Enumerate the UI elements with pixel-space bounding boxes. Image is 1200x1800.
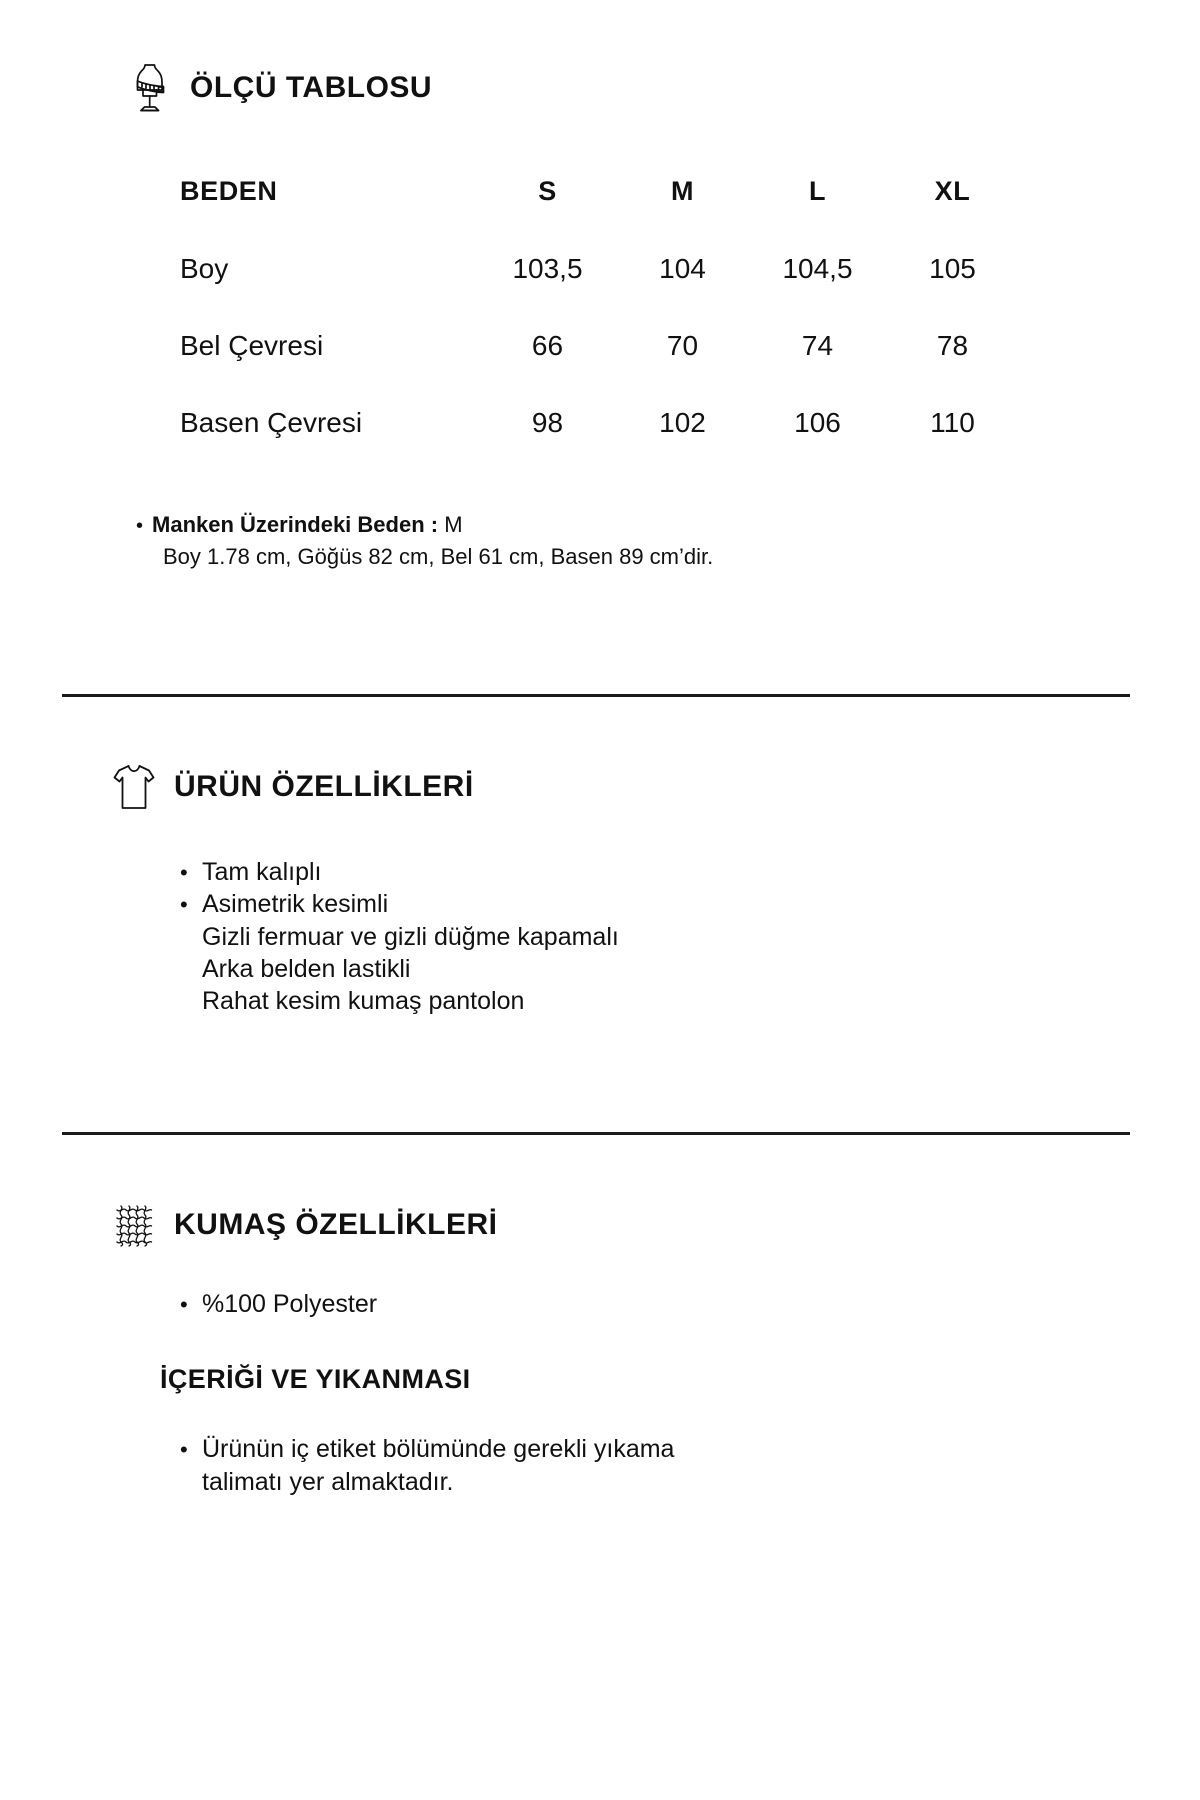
table-header-size-l: L — [808, 175, 827, 206]
list-item — [180, 921, 1072, 953]
cell-basen-l: 106 — [794, 406, 841, 438]
table-header-size-m: M — [670, 175, 695, 206]
section-divider — [62, 1132, 1130, 1135]
cell-boy-m: 104 — [659, 252, 706, 284]
product-features-title: ÜRÜN ÖZELLİKLERİ — [174, 770, 474, 803]
feature-text: Asimetrik kesimli — [202, 890, 389, 919]
cell-bel-l: 74 — [801, 329, 834, 361]
measurement-table-section — [128, 62, 1088, 573]
fabric-features-section — [112, 1200, 1072, 1498]
cell-basen-s: 98 — [531, 406, 564, 438]
cell-basen-xl: 110 — [930, 406, 975, 438]
fabric-weave-icon — [112, 1200, 156, 1250]
cell-bel-xl: 78 — [936, 329, 969, 361]
model-measurements-note — [136, 509, 1088, 573]
bullet-glyph: • — [180, 1292, 188, 1317]
product-features-section — [112, 762, 1072, 1017]
feature-text: Arka belden lastikli — [202, 954, 411, 983]
list-item — [180, 888, 1072, 920]
model-size-value: M — [444, 512, 463, 537]
list-item — [180, 856, 1072, 888]
fabric-features-header — [112, 1200, 1072, 1250]
fabric-features-list — [180, 1288, 1072, 1320]
fabric-text: %100 Polyester — [202, 1290, 378, 1318]
feature-text: Tam kalıplı — [202, 858, 322, 886]
bullet-glyph: • — [180, 1437, 188, 1463]
table-header-size-xl: XL — [934, 175, 971, 206]
product-features-list — [180, 856, 1072, 1017]
cell-boy-xl: 105 — [929, 252, 976, 284]
model-size-details: Boy 1.78 cm, Göğüs 82 cm, Bel 61 cm, Basen 89 cm’dir. — [163, 544, 714, 569]
bullet-glyph: • — [180, 860, 188, 885]
fabric-features-title: KUMAŞ ÖZELLİKLERİ — [174, 1208, 498, 1241]
model-size-label: Manken Üzerindeki Beden : — [152, 512, 439, 537]
table-header-beden: BEDEN — [180, 175, 278, 206]
row-label-boy: Boy — [180, 252, 229, 284]
feature-text: Rahat kesim kumaş pantolon — [202, 987, 525, 1015]
cell-bel-s: 66 — [531, 329, 564, 361]
cell-bel-m: 70 — [666, 329, 699, 361]
care-text-line2: talimatı yer almaktadır. — [202, 1467, 454, 1496]
measurement-section-header — [128, 62, 1088, 114]
bullet-glyph: • — [136, 515, 144, 537]
table-row — [180, 230, 1020, 307]
product-features-header — [112, 762, 1072, 812]
care-instructions-title: İÇERİĞİ VE YIKANMASI — [160, 1364, 471, 1395]
care-instructions-list — [180, 1433, 1072, 1498]
list-item — [180, 985, 1072, 1017]
cell-boy-l: 104,5 — [782, 252, 853, 284]
table-header-size-s: S — [538, 175, 557, 206]
size-chart-table — [180, 152, 1020, 461]
tshirt-icon — [112, 762, 156, 812]
care-text-line1: Ürünün iç etiket bölümünde gerekli yıkama — [202, 1435, 675, 1464]
row-label-basen-cevresi: Basen Çevresi — [180, 406, 363, 438]
mannequin-tape-icon — [128, 62, 172, 114]
cell-boy-s: 103,5 — [512, 252, 583, 284]
row-label-bel-cevresi: Bel Çevresi — [180, 329, 324, 361]
cell-basen-m: 102 — [659, 406, 706, 438]
measurement-section-title: ÖLÇÜ TABLOSU — [190, 71, 433, 104]
bullet-glyph: • — [180, 892, 188, 918]
table-header-row — [180, 152, 1020, 230]
list-item — [180, 953, 1072, 985]
table-row — [180, 384, 1020, 461]
section-divider — [62, 694, 1130, 697]
feature-text: Gizli fermuar ve gizli düğme kapamalı — [202, 922, 619, 951]
list-item — [180, 1433, 1072, 1498]
table-row — [180, 307, 1020, 384]
list-item — [180, 1288, 1072, 1320]
